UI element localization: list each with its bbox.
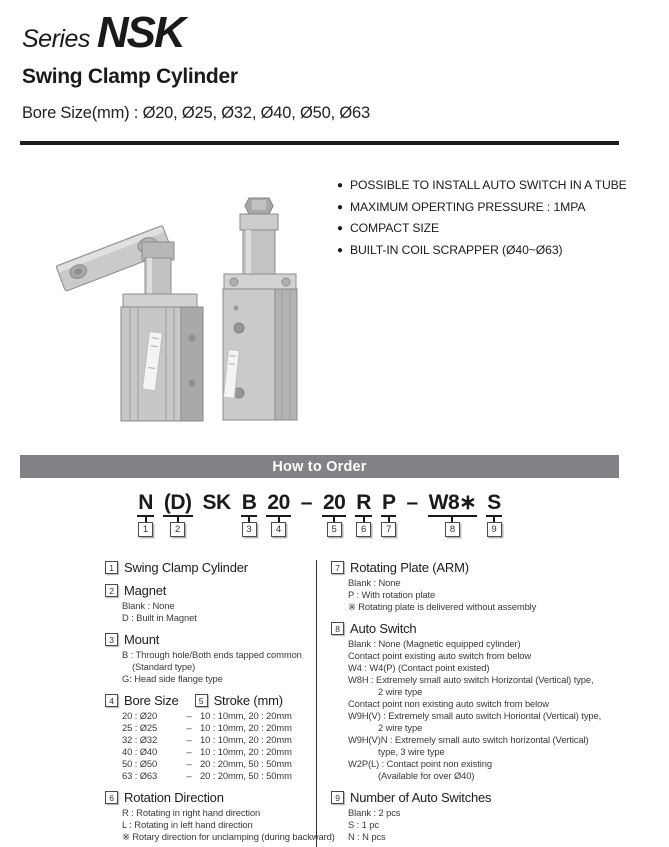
bullet-icon: ● — [337, 180, 343, 191]
section-title: Number of Auto Switches — [350, 790, 492, 805]
feature-list — [337, 179, 627, 265]
feature-item — [337, 244, 627, 257]
option-line: Blank : None (Magnetic equipped cylinder) — [348, 638, 521, 649]
section-number-box: 5 — [195, 694, 208, 707]
option-line: type, 3 wire type — [378, 746, 445, 757]
code-segment — [486, 491, 502, 537]
section-rotation-direction — [105, 790, 335, 843]
bullet-icon: ● — [337, 244, 343, 256]
ordering-code — [20, 491, 619, 537]
dash-cell: – — [186, 746, 192, 757]
section-rotating-plate — [331, 560, 619, 613]
bore-stroke-table — [122, 710, 316, 782]
code-number-box: 8 — [445, 522, 460, 537]
code-number-box: 6 — [356, 522, 371, 537]
option-line: W4 : W4(P) (Contact point existed) — [348, 662, 490, 673]
code-number-box: 2 — [170, 522, 185, 537]
option-line: 2 wire type — [378, 686, 423, 697]
bore-cell: 40 : Ø40 — [122, 746, 158, 757]
option-line: P : With rotation plate — [348, 589, 436, 600]
stroke-cell: 10 : 10mm, 20 : 20mm — [200, 722, 292, 733]
table-row — [122, 722, 316, 734]
option-line: W9H(V)N : Extremely small auto switch horizontal (Vertical) — [348, 734, 589, 745]
series-title — [22, 10, 370, 56]
option-line: G: Head side flange type — [122, 673, 223, 684]
code-number-box: 5 — [327, 522, 342, 537]
code-text: (D) — [163, 491, 193, 517]
stroke-cell: 10 : 10mm, 20 : 20mm — [200, 734, 292, 745]
code-segment — [300, 491, 313, 515]
option-line: N : N pcs — [348, 831, 386, 842]
stroke-cell: 20 : 20mm, 50 : 50mm — [200, 758, 292, 769]
feature-text: BUILT-IN COIL SCRAPPER (Ø40~Ø63) — [349, 242, 563, 257]
bore-cell: 20 : Ø20 — [122, 710, 158, 721]
table-row — [122, 710, 316, 722]
code-segment — [137, 491, 154, 537]
bullet-icon: ● — [337, 201, 343, 213]
code-segment — [355, 491, 372, 537]
option-line: Contact point existing auto switch from below — [348, 650, 532, 661]
section-title: Rotating Plate (ARM) — [350, 560, 469, 575]
code-number-box: 7 — [381, 522, 396, 537]
table-row — [122, 758, 316, 770]
how-to-order-banner — [20, 455, 619, 478]
section-title: Mount — [124, 632, 160, 647]
product-title: Swing Clamp Cylinder — [22, 65, 238, 89]
table-row — [122, 770, 316, 782]
section-number-box: 6 — [105, 791, 118, 804]
code-number-box: 4 — [271, 522, 286, 537]
code-segment — [202, 491, 232, 515]
feature-text: MAXIMUM OPERTING PRESSURE : 1MPA — [349, 199, 586, 214]
header-rule — [20, 141, 619, 145]
dash-cell: – — [186, 770, 192, 781]
code-number-box: 9 — [487, 522, 502, 537]
code-text: N — [137, 491, 154, 517]
dash-cell: – — [186, 722, 192, 733]
code-segment — [241, 491, 258, 537]
option-line: Blank : 2 pcs — [348, 807, 401, 818]
option-line: D : Built in Magnet — [122, 612, 197, 623]
section-number-of-auto-switches — [331, 790, 619, 843]
code-text: B — [241, 491, 258, 517]
section-number-box: 7 — [331, 561, 344, 574]
product-images — [46, 188, 342, 440]
code-text: P — [381, 491, 397, 517]
code-text: – — [406, 491, 418, 514]
bore-cell: 25 : Ø25 — [122, 722, 158, 733]
option-line: W9H(V) : Extremely small auto switch Horiontal (Vertical) type, — [348, 710, 602, 721]
section-number-box: 9 — [331, 791, 344, 804]
section-number-box: 3 — [105, 633, 118, 646]
option-line: R : Rotating in right hand direction — [122, 807, 261, 818]
code-segment — [405, 491, 418, 515]
section-swing-clamp-cylinder — [105, 560, 316, 575]
section-number-box: 2 — [105, 584, 118, 597]
section-auto-switch — [331, 621, 619, 782]
bullet-icon: ● — [337, 223, 343, 234]
page-header — [22, 10, 370, 123]
section-title: Stroke (mm) — [213, 693, 283, 708]
code-segment — [428, 491, 478, 537]
section-title: Magnet — [124, 583, 167, 598]
code-text: SK — [202, 491, 231, 514]
section-title: Rotation Direction — [124, 790, 224, 805]
section-number-box: 8 — [331, 622, 344, 635]
option-line: Contact point non existing auto switch from below — [348, 698, 549, 709]
option-line: (Standard type) — [132, 661, 196, 672]
code-text: 20 — [266, 491, 290, 517]
code-number-box: 3 — [242, 522, 257, 537]
option-line: ※ Rotating plate is delivered without assembly — [348, 601, 537, 612]
code-text: – — [300, 491, 312, 514]
code-segment — [322, 491, 346, 537]
option-line: W8H : Extremely small auto switch Horizontal (Vertical) type, — [348, 674, 594, 685]
option-line: L : Rotating in left hand direction — [122, 819, 253, 830]
section-number-box: 1 — [105, 561, 118, 574]
code-text: R — [355, 491, 372, 517]
code-segment — [381, 491, 397, 537]
option-line: Blank : None — [348, 577, 401, 588]
table-row — [122, 734, 316, 746]
swing-clamp-cylinder-with-arm-image — [56, 225, 203, 421]
bore-cell: 50 : Ø50 — [122, 758, 158, 769]
section-number-box: 4 — [105, 694, 118, 707]
option-line: B : Through hole/Both ends tapped common — [122, 649, 302, 660]
cylinder-illustrations — [46, 188, 342, 440]
feature-text: COMPACT SIZE — [349, 221, 440, 235]
option-line: 2 wire type — [378, 722, 423, 733]
series-label: Series — [22, 25, 90, 53]
option-line: S : 1 pc — [348, 819, 379, 830]
series-name: NSK — [96, 8, 184, 57]
option-line: (Available for over Ø40) — [378, 770, 475, 781]
option-line: ※ Rotary direction for unclamping (during backward) — [122, 831, 335, 842]
feature-text: POSSIBLE TO INSTALL AUTO SWITCH IN A TUBE — [349, 178, 627, 192]
details-right-column — [317, 560, 619, 847]
stroke-cell: 10 : 10mm, 20 : 20mm — [200, 710, 292, 721]
code-text: W8∗ — [428, 491, 478, 517]
how-to-order-title: How to Order — [272, 458, 367, 475]
section-title: Auto Switch — [350, 621, 417, 636]
dash-cell: – — [186, 710, 192, 721]
option-line: Blank : None — [122, 600, 175, 611]
section-mount — [105, 632, 316, 685]
dash-cell: – — [186, 734, 192, 745]
section-magnet — [105, 583, 316, 624]
table-row — [122, 746, 316, 758]
stroke-cell: 10 : 10mm, 20 : 20mm — [200, 746, 292, 757]
code-text: 20 — [322, 491, 346, 517]
code-segment — [163, 491, 193, 537]
swing-clamp-cylinder-image — [223, 198, 297, 420]
bore-size-line: Bore Size(mm) : Ø20, Ø25, Ø32, Ø40, Ø50, Ø63 — [22, 104, 370, 123]
feature-item — [337, 179, 627, 192]
dash-cell: – — [186, 758, 192, 769]
code-number-box: 1 — [138, 522, 153, 537]
order-details — [20, 560, 619, 847]
feature-item — [337, 222, 627, 235]
details-left-column — [20, 560, 335, 847]
bore-cell: 32 : Ø32 — [122, 734, 158, 745]
section-bore-stroke — [105, 693, 316, 782]
feature-item — [337, 201, 627, 214]
stroke-cell: 20 : 20mm, 50 : 50mm — [200, 770, 292, 781]
code-text: S — [486, 491, 502, 517]
code-segment — [266, 491, 290, 537]
bore-cell: 63 : Ø63 — [122, 770, 158, 781]
section-title: Bore Size — [124, 693, 179, 708]
section-title: Swing Clamp Cylinder — [124, 560, 248, 575]
option-line: W2P(L) : Contact point non existing — [348, 758, 492, 769]
